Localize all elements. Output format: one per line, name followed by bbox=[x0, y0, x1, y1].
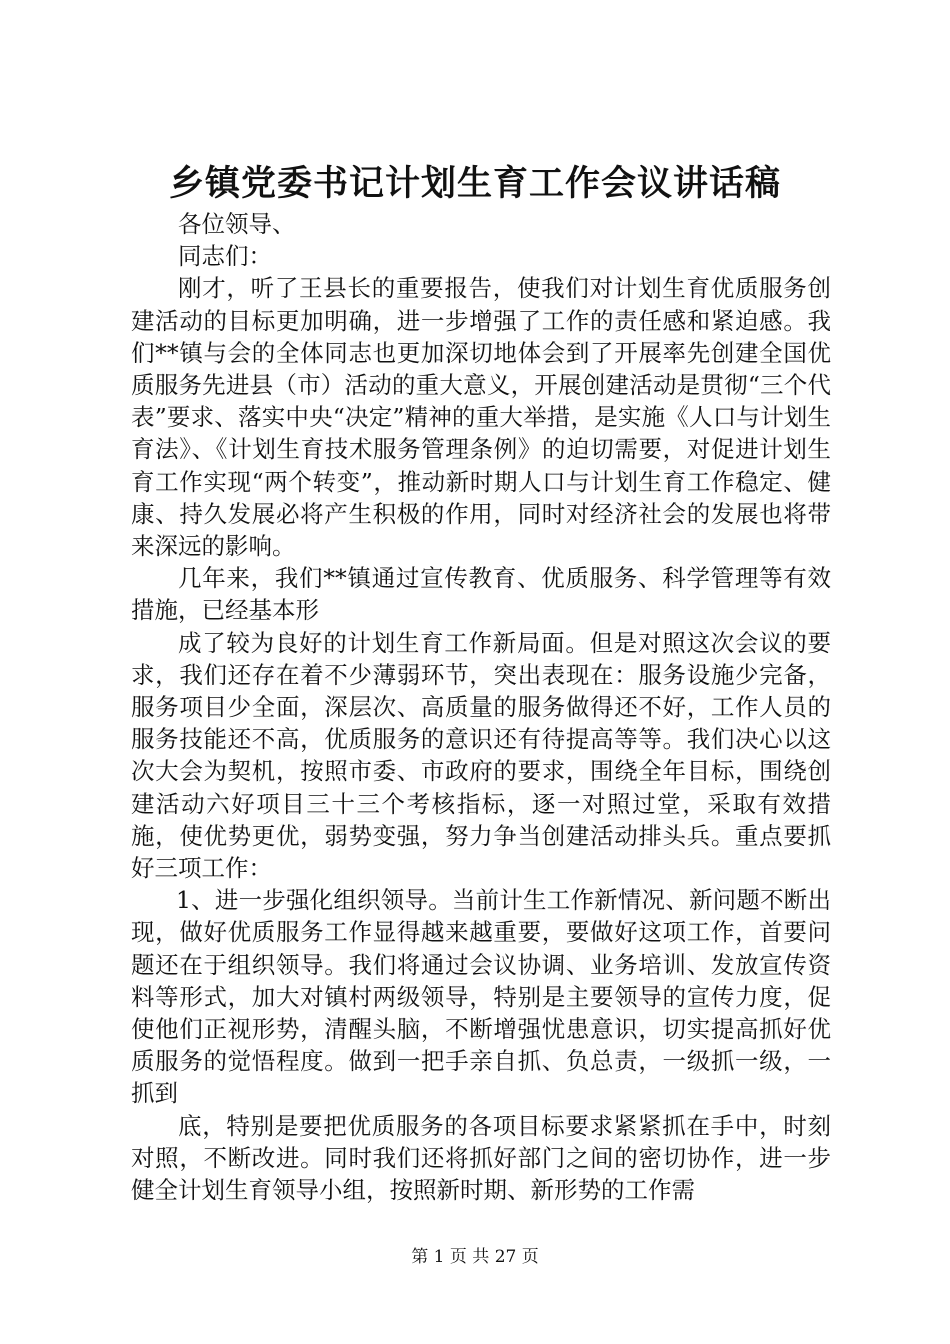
paragraph-achievements: 几年来，我们**镇通过宣传教育、优质服务、科学管理等有效措施，已经基本形 bbox=[131, 564, 831, 625]
document-body bbox=[131, 208, 831, 1206]
salutation-line-1: 各位领导、 bbox=[178, 210, 296, 238]
salutation-line-2: 同志们： bbox=[178, 242, 272, 271]
page-number-footer: 第 1 页 共 27 页 bbox=[411, 1247, 539, 1267]
paragraph-item-1: 1、进一步强化组织领导。当前计生工作新情况、新问题不断出现，做好优质服务工作显得越来越重要，要做好这项工作，首要问题还在于组织领导。我们将通过会议协调、业务培训、发放宣传资料等形式，加大对镇村两级领导，特别是主要领导的宣传力度，促使他们正视形势，清醒头脑，不断增强忧患意识，切实提高抓好优质服务的觉悟程度。做到一把手亲自抓、负总责，一级抓一级，一抓到 bbox=[131, 886, 831, 1108]
document-title: 乡镇党委书记计划生育工作会议讲话稿 bbox=[168, 163, 781, 204]
paragraph-opening: 刚才，听了王县长的重要报告，使我们对计划生育优质服务创建活动的目标更加明确，进一步增强了工作的责任感和紧迫感。我们**镇与会的全体同志也更加深切地体会到了开展率先创建全国优质服务先进县（市）活动的重大意义，开展创建活动是贯彻“三个代表”要求、落实中央“决定”精神的重大举措，是实施《人口与计划生育法》、《计划生育技术服务管理条例》的迫切需要，对促进计划生育工作实现“两个转变”，推动新时期人口与计划生育工作稳定、健康、持久发展必将产生积极的作用，同时对经济社会的发展也将带来深远的影响。 bbox=[131, 274, 831, 561]
paragraph-shortcomings: 成了较为良好的计划生育工作新局面。但是对照这次会议的要求，我们还存在着不少薄弱环节，突出表现在：服务设施少完备，服务项目少全面，深层次、高质量的服务做得还不好，工作人员的服务技能还不高，优质服务的意识还有待提高等等。我们决心以这次大会为契机，按照市委、市政府的要求，围绕全年目标，围绕创建活动六好项目三十三个考核指标，逐一对照过堂，采取有效措施，使优势更优，弱势变强，努力争当创建活动排头兵。重点要抓好三项工作： bbox=[131, 628, 831, 883]
paragraph-continuation: 底，特别是要把优质服务的各项目标要求紧紧抓在手中，时刻对照，不断改进。同时我们还将抓好部门之间的密切协作，进一步健全计划生育领导小组，按照新时期、新形势的工作需 bbox=[131, 1111, 831, 1205]
